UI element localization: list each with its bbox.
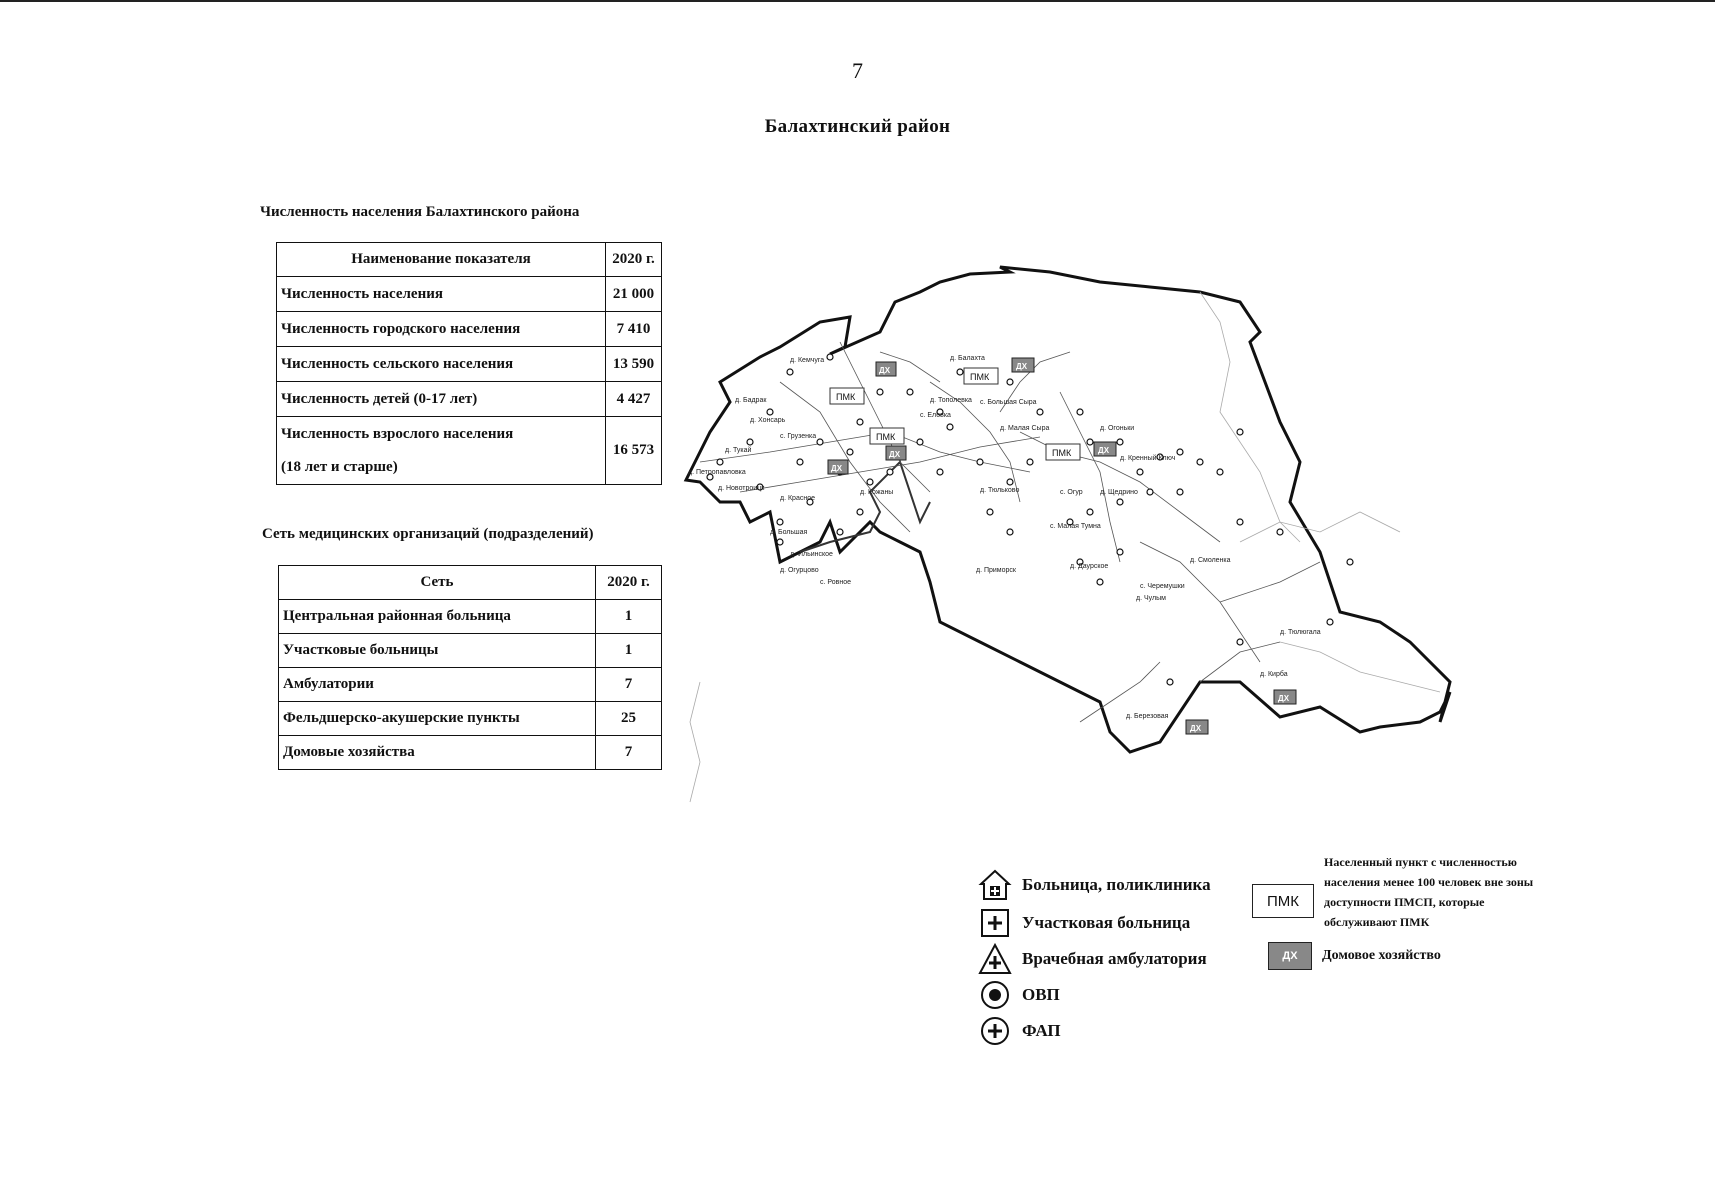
table-row — [279, 736, 662, 770]
place-label: с. Большая Сыра — [980, 399, 1037, 406]
row-value: 1 — [596, 634, 662, 668]
row-value: 16 573 — [606, 417, 662, 485]
table-row — [279, 702, 662, 736]
table-row — [279, 634, 662, 668]
place-label: д. Тополевка — [930, 397, 972, 404]
row-label — [277, 417, 606, 485]
legend-pmk-desc — [1324, 852, 1574, 932]
population-table — [276, 242, 662, 485]
household-label: ДХ — [1190, 724, 1202, 733]
row-value: 4 427 — [606, 382, 662, 417]
place-label: д. Березовая — [1126, 713, 1169, 720]
place-label: д. Кожаны — [860, 489, 894, 496]
legend-ovp — [978, 978, 1060, 1012]
place-label: д. Бадрак — [735, 397, 767, 404]
table-row — [279, 600, 662, 634]
row-label: Численность сельского населения — [277, 347, 606, 382]
place-label: д. Кемчуга — [790, 357, 825, 364]
legend-ovp-label: ОВП — [1022, 985, 1060, 1004]
place-label: д. Смоленка — [1190, 557, 1231, 564]
household-symbol — [1268, 942, 1312, 970]
place-label: д. Чулым — [1136, 595, 1166, 602]
household-symbol-label: ДХ — [1282, 950, 1298, 962]
header-network: Сеть — [279, 566, 596, 600]
table-row — [277, 312, 662, 347]
place-label: с. Черемушки — [1140, 583, 1185, 590]
place-label: с. Грузенка — [780, 433, 817, 440]
place-label: д. Кренный Ключ — [1120, 455, 1176, 462]
row-value: 7 410 — [606, 312, 662, 347]
row-label: Численность населения — [277, 277, 606, 312]
place-label: д. Балахта — [950, 355, 985, 362]
place-label: д. Малая Сыра — [1000, 425, 1050, 432]
row-value: 13 590 — [606, 347, 662, 382]
place-label: д. Тюльково — [980, 487, 1020, 494]
household-markers — [828, 358, 1296, 734]
place-label: д. Огоньки — [1100, 425, 1135, 432]
table-row — [277, 347, 662, 382]
table-row — [277, 417, 662, 485]
table-row — [277, 277, 662, 312]
place-label: д. Красное — [780, 495, 815, 502]
settlement-boundary — [800, 462, 930, 552]
district-hospital-icon — [978, 906, 1012, 940]
household-label: ДХ — [1098, 446, 1110, 455]
household-label: ДХ — [831, 464, 843, 473]
place-label: с. Малая Тумна — [1050, 523, 1101, 530]
legend-district-hospital — [978, 906, 1190, 940]
row-label: Фельдшерско-акушерские пункты — [279, 702, 596, 736]
legend-hospital-label: Больница, поликлиника — [1022, 875, 1211, 894]
place-label: с. Огур — [1060, 489, 1083, 496]
table-header-row — [277, 243, 662, 277]
ambulatory-icon — [978, 942, 1012, 976]
place-label: с. Еловка — [920, 412, 951, 419]
row-label-line1: Численность взрослого населения — [281, 425, 514, 442]
row-value: 7 — [596, 736, 662, 770]
legend-household — [1268, 942, 1441, 970]
row-label: Домовые хозяйства — [279, 736, 596, 770]
header-year: 2020 г. — [606, 243, 662, 277]
pmk-label: ПМК — [1052, 448, 1072, 458]
place-label: д. Хонсарь — [750, 417, 786, 424]
legend-fap-label: ФАП — [1022, 1021, 1061, 1040]
pmk-symbol-label: ПМК — [1266, 892, 1299, 910]
table-header-row — [279, 566, 662, 600]
place-label: д. Петропавловка — [688, 469, 746, 476]
household-label: ДХ — [1278, 694, 1290, 703]
network-table-title: Сеть медицинских организаций (подразделений) — [262, 526, 594, 542]
legend-pmk — [1252, 855, 1574, 932]
table-row — [277, 382, 662, 417]
river-lines — [690, 292, 1440, 802]
place-label: д. Тукай — [725, 447, 752, 454]
pmk-symbol — [1252, 884, 1314, 918]
row-label: Центральная районная больница — [279, 600, 596, 634]
table-row — [279, 668, 662, 702]
place-label: с. Ровное — [820, 579, 852, 586]
household-label: ДХ — [889, 450, 901, 459]
district-map-svg — [680, 262, 1580, 842]
legend-ambulatory — [978, 942, 1207, 976]
row-value: 21 000 — [606, 277, 662, 312]
fap-icon — [978, 1014, 1012, 1048]
population-table-title: Численность населения Балахтинского района — [260, 204, 580, 220]
legend-pmk-desc-line: доступности ПМСП, которые — [1324, 895, 1485, 909]
row-value: 1 — [596, 600, 662, 634]
district-map — [680, 262, 1580, 842]
legend-ambulatory-label: Врачебная амбулатория — [1022, 949, 1207, 968]
page-title: Балахтинский район — [764, 116, 951, 137]
legend-household-label: Домовое хозяйство — [1322, 948, 1441, 963]
row-value: 25 — [596, 702, 662, 736]
row-label: Участковые больницы — [279, 634, 596, 668]
place-label: д. Приморск — [976, 567, 1016, 574]
legend-pmk-desc-line: обслуживают ПМК — [1324, 915, 1430, 929]
row-label-line2: (18 лет и старше) — [281, 458, 398, 475]
legend-pmk-desc-line: населения менее 100 человек вне зоны — [1324, 875, 1534, 889]
header-year: 2020 г. — [596, 566, 662, 600]
map-legend — [978, 855, 1678, 1060]
page-number: 7 — [852, 58, 863, 83]
legend-pmk-desc-line: Населенный пункт с численностью — [1324, 855, 1517, 869]
pmk-label: ПМК — [836, 392, 856, 402]
ovp-icon — [978, 978, 1012, 1012]
legend-hospital — [978, 868, 1211, 902]
district-boundary — [686, 267, 1450, 752]
household-label: ДХ — [1016, 362, 1028, 371]
place-label: д. Огурцово — [780, 567, 819, 574]
place-label: д. Даурское — [1070, 563, 1109, 570]
place-labels — [688, 355, 1321, 720]
pmk-label: ПМК — [876, 432, 896, 442]
household-label: ДХ — [879, 366, 891, 375]
place-label: д. Ильинское — [790, 551, 833, 558]
place-label: д. Новотроицк — [718, 485, 765, 492]
pmk-label: ПМК — [970, 372, 990, 382]
row-label: Численность детей (0-17 лет) — [277, 382, 606, 417]
place-label: д. Кирба — [1260, 671, 1288, 678]
row-label: Амбулатории — [279, 668, 596, 702]
place-label: д. Тюлюгала — [1280, 629, 1321, 636]
legend-district-hospital-label: Участковая больница — [1022, 913, 1191, 932]
hospital-icon — [978, 868, 1012, 902]
header-indicator: Наименование показателя — [277, 243, 606, 277]
row-value: 7 — [596, 668, 662, 702]
place-label: д. Большая — [770, 529, 808, 536]
place-label: д. Щедрино — [1100, 489, 1138, 496]
row-label: Численность городского населения — [277, 312, 606, 347]
legend-fap — [978, 1014, 1061, 1048]
network-table — [278, 565, 662, 770]
